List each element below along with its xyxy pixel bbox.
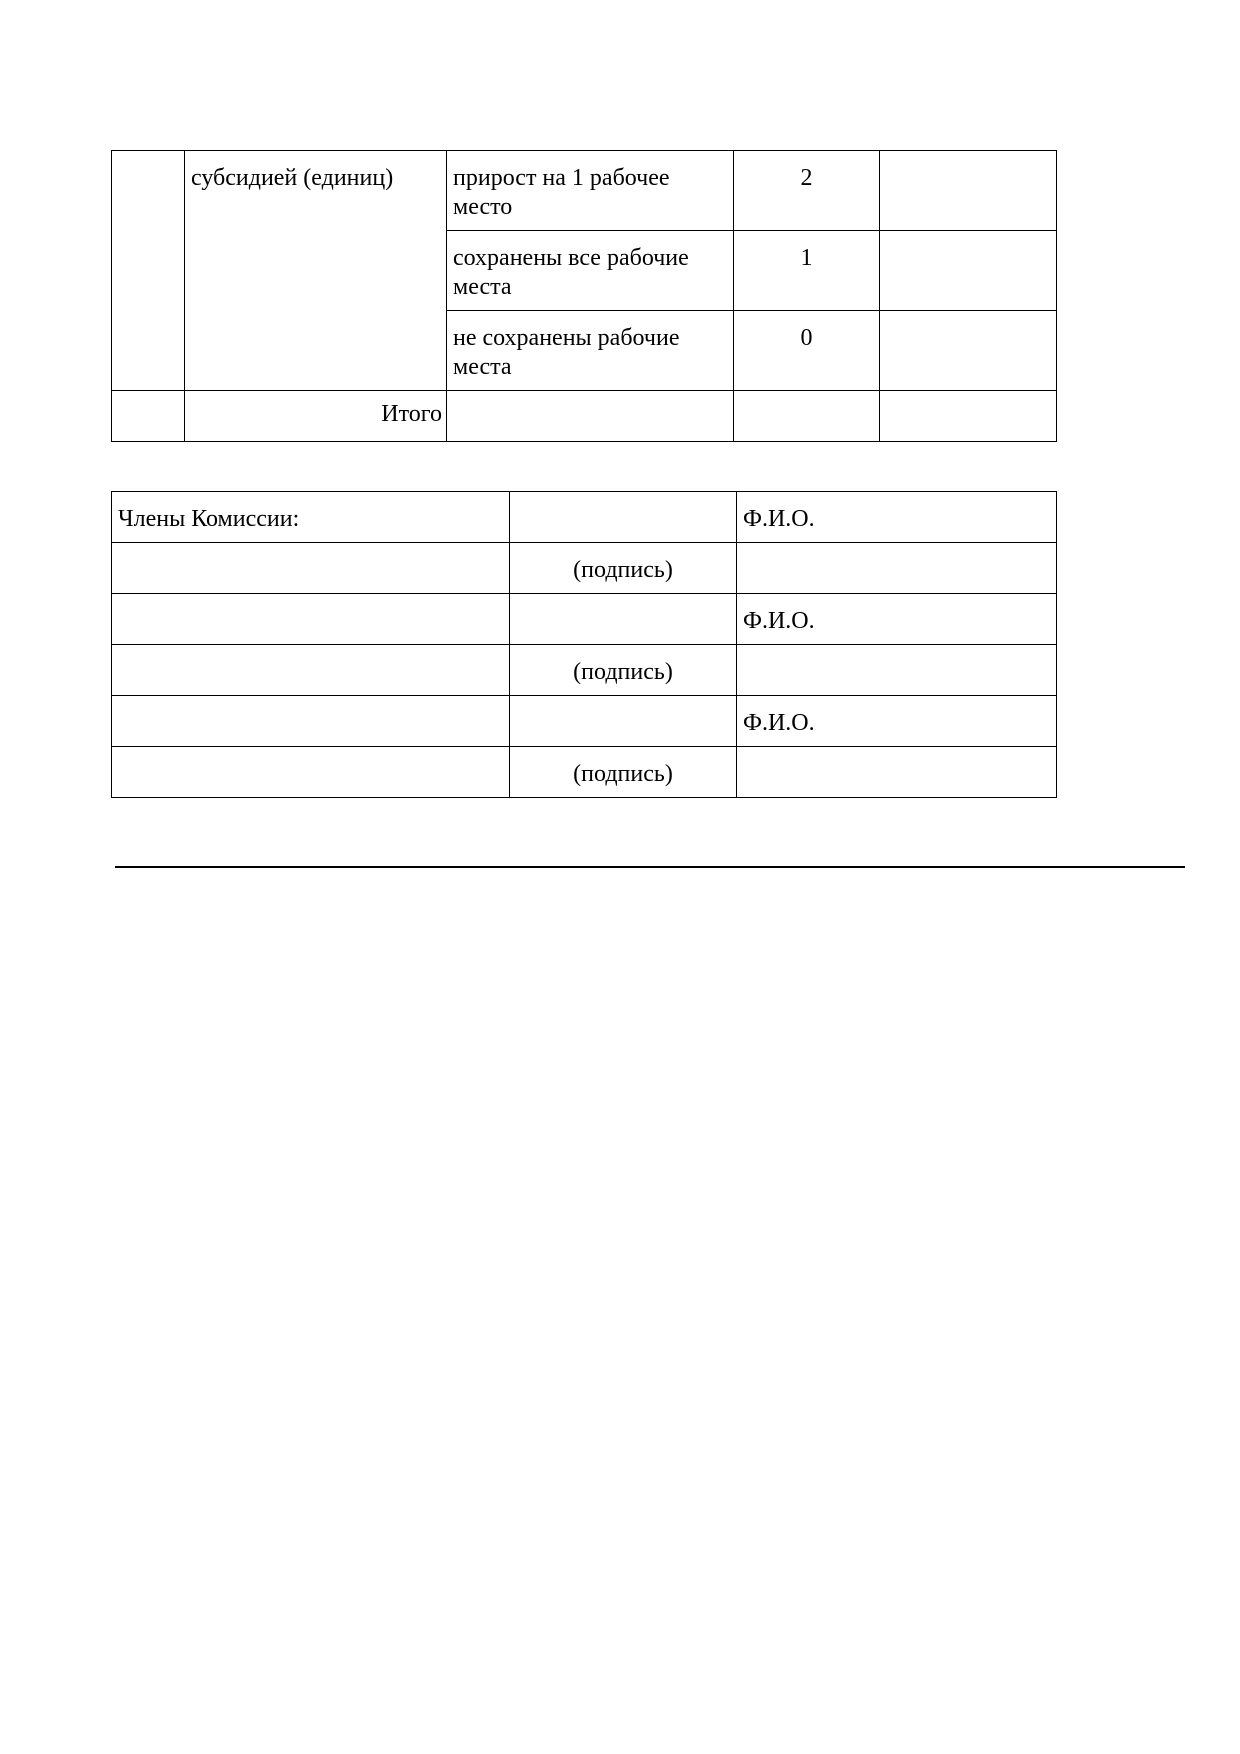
condition-cell xyxy=(447,311,734,391)
signature-label: (подпись) xyxy=(573,557,673,583)
signature-cell xyxy=(510,645,737,696)
members-blank-cell xyxy=(112,645,510,696)
signature-cell xyxy=(510,747,737,798)
score-value: 2 xyxy=(800,165,813,191)
signature-cell xyxy=(510,543,737,594)
members-blank-cell xyxy=(112,747,510,798)
score-row-1 xyxy=(112,151,1057,231)
members-row xyxy=(112,543,1057,594)
total-label: Итого xyxy=(381,401,442,427)
name-label: Ф.И.О. xyxy=(743,608,815,634)
assessment-cell xyxy=(880,151,1057,231)
name-blank-cell xyxy=(737,543,1057,594)
criterion-text: субсидией (единиц) xyxy=(191,165,394,191)
members-label: Члены Комиссии: xyxy=(118,506,300,532)
members-blank-cell xyxy=(112,696,510,747)
assessment-cell xyxy=(880,311,1057,391)
footer-separator-line xyxy=(115,866,1185,868)
assessment-cell xyxy=(880,231,1057,311)
name-blank-cell xyxy=(737,645,1057,696)
condition-cell xyxy=(447,151,734,231)
signature-blank-cell xyxy=(510,696,737,747)
members-row xyxy=(112,492,1057,543)
members-row xyxy=(112,645,1057,696)
criterion-cell xyxy=(185,151,447,391)
name-cell xyxy=(737,696,1057,747)
members-row xyxy=(112,747,1057,798)
score-cell xyxy=(734,311,880,391)
condition-text: не сохранены рабочие места xyxy=(453,325,680,380)
signature-blank-cell xyxy=(510,594,737,645)
condition-cell xyxy=(447,231,734,311)
total-assessment-cell xyxy=(880,391,1057,442)
name-blank-cell xyxy=(737,747,1057,798)
total-number-cell xyxy=(112,391,185,442)
score-value: 0 xyxy=(800,325,813,351)
signature-label: (подпись) xyxy=(573,659,673,685)
total-row xyxy=(112,391,1057,442)
score-table xyxy=(111,150,1057,442)
total-condition-cell xyxy=(447,391,734,442)
number-cell xyxy=(112,151,185,391)
total-score-cell xyxy=(734,391,880,442)
score-cell xyxy=(734,151,880,231)
members-row xyxy=(112,696,1057,747)
condition-text: сохранены все рабочие места xyxy=(453,245,689,300)
name-label: Ф.И.О. xyxy=(743,506,815,532)
signature-label: (подпись) xyxy=(573,761,673,787)
score-value: 1 xyxy=(800,245,813,271)
members-blank-cell xyxy=(112,594,510,645)
members-label-cell xyxy=(112,492,510,543)
signature-blank-cell xyxy=(510,492,737,543)
name-cell xyxy=(737,492,1057,543)
members-row xyxy=(112,594,1057,645)
name-cell xyxy=(737,594,1057,645)
members-blank-cell xyxy=(112,543,510,594)
score-cell xyxy=(734,231,880,311)
commission-members-table xyxy=(111,491,1057,798)
name-label: Ф.И.О. xyxy=(743,710,815,736)
total-label-cell xyxy=(185,391,447,442)
condition-text: прирост на 1 рабочее место xyxy=(453,165,670,220)
